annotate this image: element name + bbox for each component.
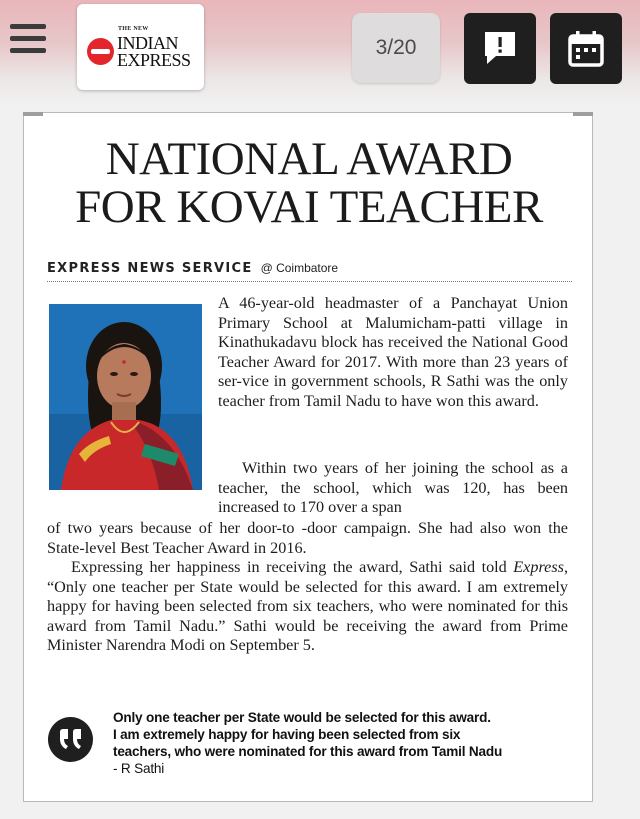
pull-quote-line: Only one teacher per State would be selected for this award.: [113, 710, 491, 725]
logo-text-line1: INDIAN: [117, 33, 178, 53]
calendar-icon: [568, 30, 604, 68]
article-clipping: [23, 112, 593, 802]
feedback-button[interactable]: [464, 13, 536, 84]
indian-express-logo[interactable]: [77, 4, 204, 90]
pull-quote-attribution: - R Sathi: [113, 761, 165, 776]
logo-small-text: THE NEW: [118, 26, 149, 32]
logo-text-line2: EXPRESS: [117, 50, 191, 70]
portrait-illustration: [49, 304, 202, 490]
quote-icon: [48, 717, 93, 762]
article-paragraph-1: A 46-year-old headmaster of a Panchayat Union Primary School at Malumicham-patti village in Kinathukadavu block has received the National Good Teacher Award for 2017. With more than 23 years of ser-vice in government schools, R Sathi was the only teacher from Tamil Nadu to have won this award.: [218, 294, 568, 410]
p3-text-start: Expressing her happiness in receiving the award, Sathi said told: [71, 558, 514, 576]
p3-publication-name: Express: [513, 558, 564, 576]
calendar-button[interactable]: [550, 13, 622, 84]
headline-line2: FOR KOVAI TEACHER: [75, 181, 543, 233]
byline: [47, 259, 572, 282]
pull-quote: [113, 709, 573, 777]
portrait-photo: [49, 304, 202, 490]
headline-line1: NATIONAL AWARD: [105, 133, 513, 185]
byline-location: @ Coimbatore: [260, 261, 339, 275]
logo-emblem: [87, 38, 114, 65]
article-paragraph-2-full: of two years because of her door-to -door campaign. She had also won the State-level Best Teacher Award in 2016.: [47, 519, 568, 557]
article-paragraph-3: [47, 558, 568, 656]
article-headline: [24, 135, 594, 231]
pull-quote-line: teachers, who were nominated for this award from Tamil Nadu: [113, 744, 503, 759]
page-indicator[interactable]: 3/20: [352, 13, 440, 83]
pull-quote-line: I am extremely happy for having been selected from six: [113, 727, 461, 742]
menu-icon[interactable]: [10, 22, 48, 58]
p3-text-end: , “Only one teacher per State would be selected for this award. I am extremely happy for having been selected from six teachers, who were nominated for this award from Tamil Nadu.” Sathi would be receiving the award from Prime Minister Narendra Modi on September 5.: [47, 558, 568, 655]
feedback-icon: [482, 30, 518, 68]
app-top-bar: [0, 0, 640, 106]
article-paragraph-2-wrap: Within two years of her joining the school as a teacher, the school, which was 120, has been increased to 170 over a span: [218, 459, 568, 517]
byline-agency: EXPRESS NEWS SERVICE: [47, 261, 253, 276]
clipping-corner: [573, 112, 593, 116]
clipping-corner: [23, 112, 43, 116]
